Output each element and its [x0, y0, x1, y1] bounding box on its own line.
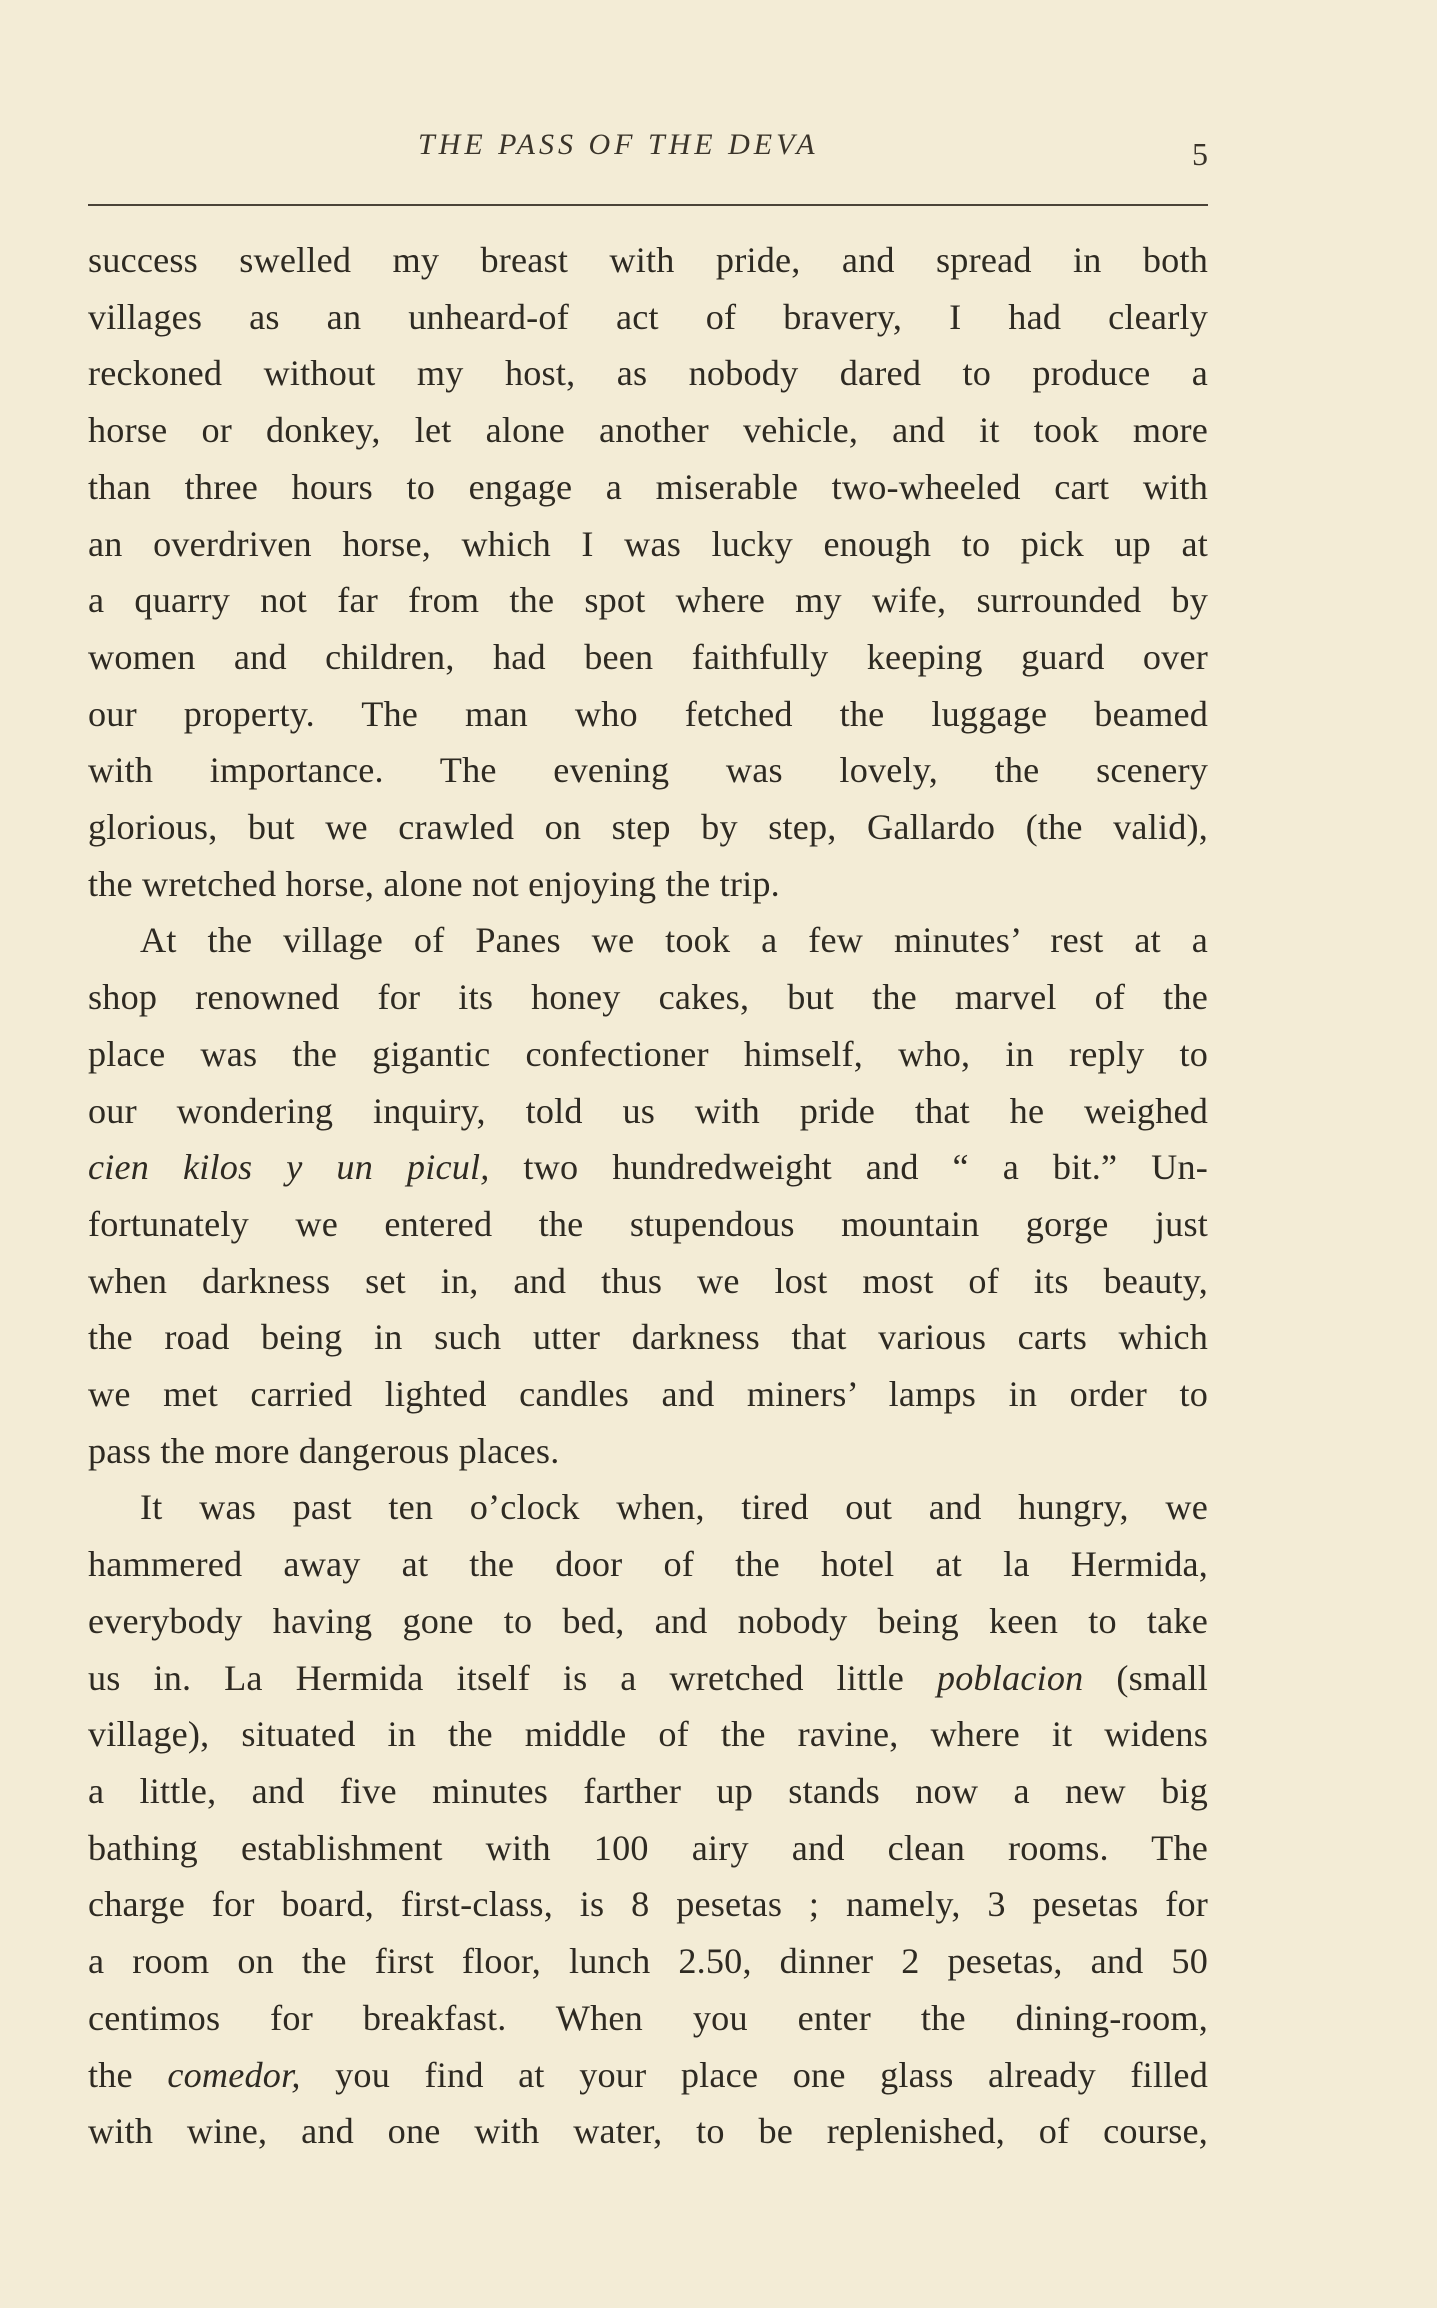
text-line: we met carried lighted candles and miners’ lamps in order to: [88, 1374, 1208, 1415]
text-line: fortunately we entered the stupendous mountain gorge just: [88, 1203, 1208, 1244]
text-line: charge for board, first-class, is 8 pesetas ; namely, 3 pesetas for: [88, 1884, 1208, 1925]
text-line: village), situated in the middle of the ravine, where it widens: [88, 1714, 1208, 1755]
text-line: a room on the first floor, lunch 2.50, dinner 2 pesetas, and 50: [88, 1941, 1208, 1982]
header-rule: [88, 204, 1208, 206]
text-line: women and children, had been faithfully keeping guard over: [88, 636, 1208, 677]
text-line: than three hours to engage a miserable two-wheeled cart with: [88, 466, 1208, 507]
text-line: glorious, but we crawled on step by step, Gallardo (the valid),: [88, 807, 1208, 848]
text-line: with importance. The evening was lovely, the scenery: [88, 750, 1208, 791]
text-line: It was past ten o’clock when, tired out and hungry, we: [140, 1487, 1208, 1528]
text-line: reckoned without my host, as nobody dared to produce a: [88, 353, 1208, 394]
text-line: a little, and five minutes farther up stands now a new big: [88, 1770, 1208, 1811]
text-line: success swelled my breast with pride, and spread in both: [88, 240, 1208, 280]
text-line: when darkness set in, and thus we lost most of its beauty,: [88, 1260, 1208, 1301]
text-line: us in. La Hermida itself is a wretched little poblacion (small: [88, 1657, 1208, 1698]
italic-phrase: cien kilos y un picul,: [88, 1147, 490, 1188]
running-title: THE PASS OF THE DEVA: [418, 128, 819, 161]
text-line: villages as an unheard-of act of bravery, I had clearly: [88, 296, 1208, 337]
text-line: the comedor, you find at your place one glass already filled: [88, 2054, 1208, 2095]
text-line: cien kilos y un picul, two hundredweight and “ a bit.” Un-: [88, 1147, 1209, 1188]
text-line: centimos for breakfast. When you enter the dining-room,: [88, 1997, 1208, 2038]
text-line: place was the gigantic confectioner himself, who, in reply to: [88, 1033, 1208, 1074]
text-line: the road being in such utter darkness that various carts which: [88, 1317, 1208, 1358]
italic-word: comedor,: [167, 2054, 301, 2095]
text-line: hammered away at the door of the hotel at la Hermida,: [88, 1544, 1208, 1585]
text-line: our property. The man who fetched the luggage beamed: [88, 693, 1208, 734]
italic-word: poblacion: [936, 1657, 1084, 1698]
text-line: everybody having gone to bed, and nobody being keen to take: [88, 1600, 1208, 1641]
body-text: [88, 232, 1208, 2160]
page-number: 5: [1192, 136, 1208, 172]
text-line: horse or donkey, let alone another vehicle, and it took more: [88, 410, 1208, 451]
text-line: At the village of Panes we took a few minutes’ rest at a: [140, 920, 1208, 961]
text-line: our wondering inquiry, told us with pride that he weighed: [88, 1090, 1208, 1131]
text-line: pass the more dangerous places.: [88, 1430, 560, 1471]
text-line: a quarry not far from the spot where my wife, surrounded by: [88, 580, 1208, 621]
text-line: bathing establishment with 100 airy and clean rooms. The: [88, 1827, 1208, 1868]
running-head: [88, 128, 1208, 188]
text-line: with wine, and one with water, to be replenished, of course,: [88, 2111, 1208, 2152]
text-line: the wretched horse, alone not enjoying the trip.: [88, 863, 780, 904]
text-line: an overdriven horse, which I was lucky enough to pick up at: [88, 523, 1208, 564]
text-line: shop renowned for its honey cakes, but the marvel of the: [88, 977, 1208, 1018]
